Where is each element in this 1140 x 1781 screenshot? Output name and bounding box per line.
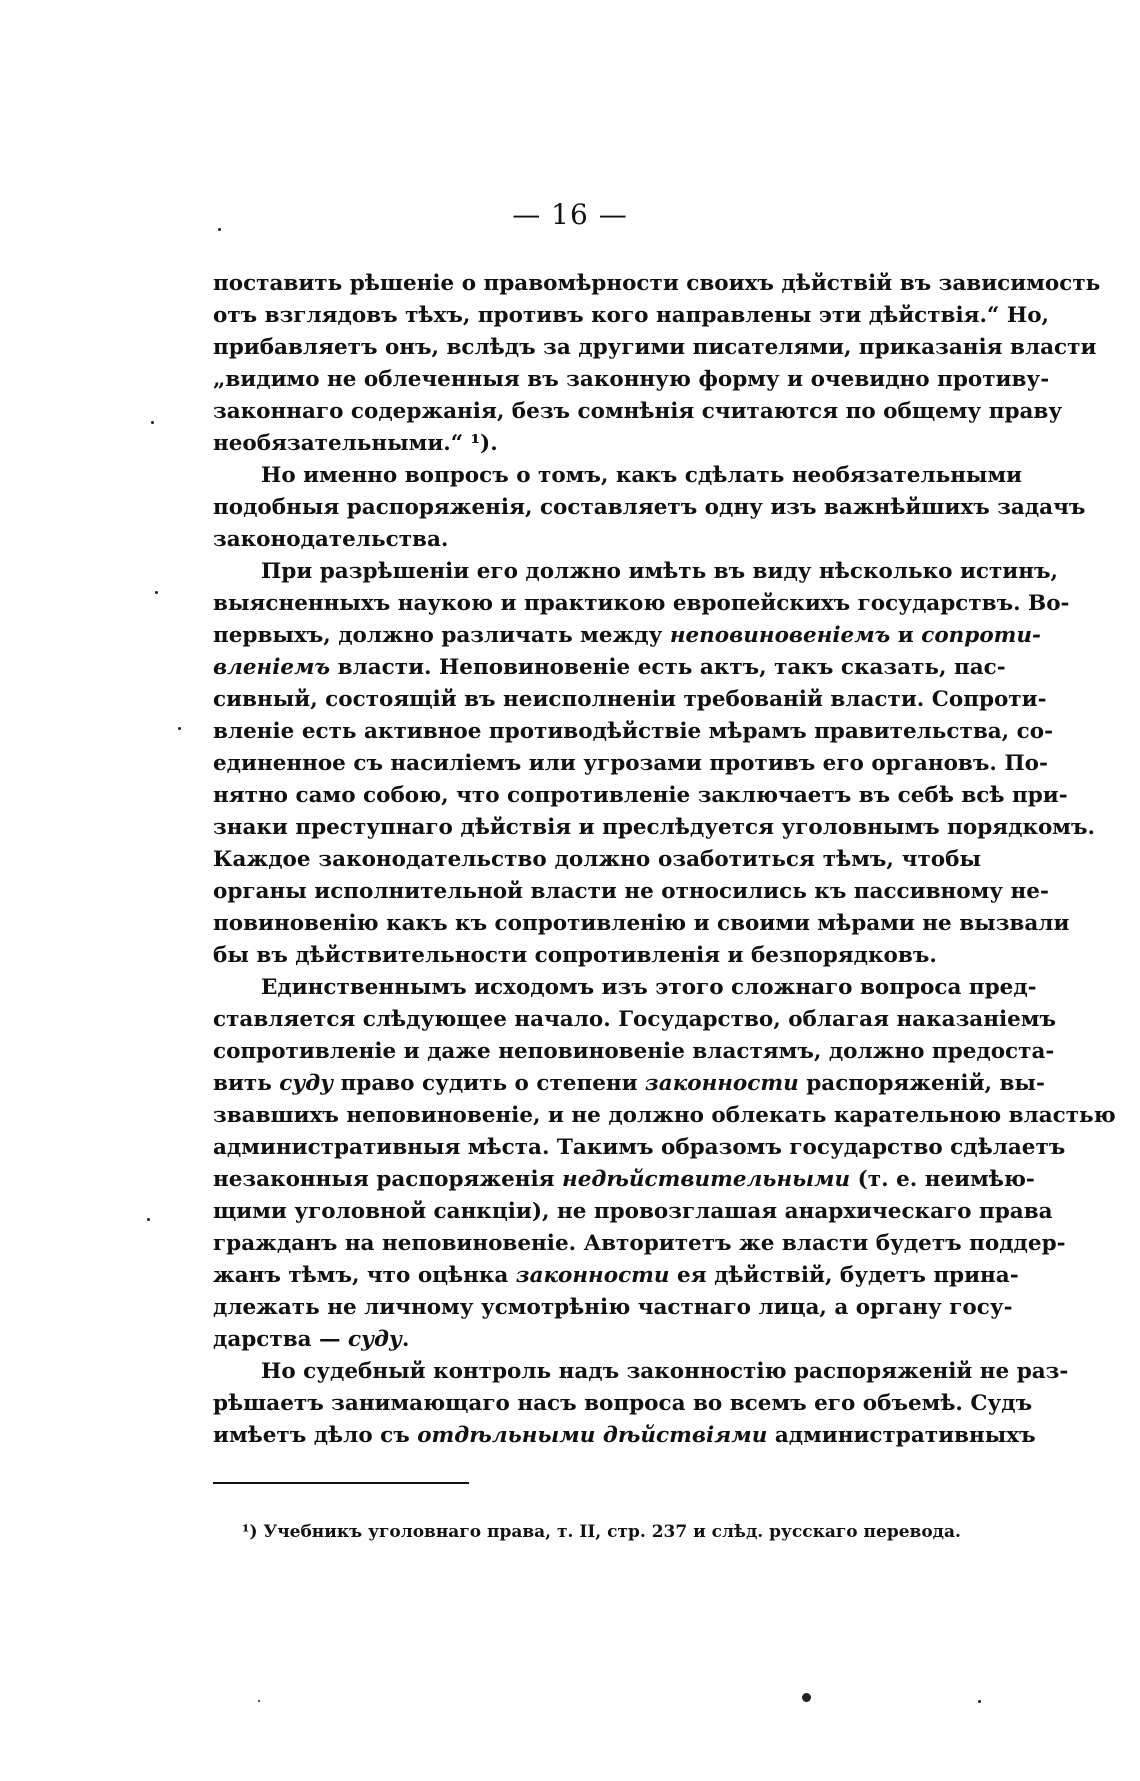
page-number: — 16 — — [512, 198, 628, 231]
paragraph — [213, 1356, 1069, 1452]
text-line: незаконныя распоряженія недѣйствительными (т. е. неимѣю- — [213, 1167, 1035, 1192]
scan-speck — [802, 1693, 811, 1702]
text-line: жанъ тѣмъ, что оцѣнка законности ея дѣйствій, будетъ прина- — [213, 1263, 1019, 1288]
text-line: знаки преступнаго дѣйствія и преслѣдуется уголовнымъ порядкомъ. — [213, 815, 1095, 840]
text-line: необязательными.“ ¹). — [213, 431, 498, 456]
text-line: административныя мѣста. Такимъ образомъ государство сдѣлаетъ — [213, 1135, 1066, 1160]
text-line: щими уголовной санкціи), не провозглашая анархическаго права — [213, 1199, 1053, 1224]
footnote: ¹) Учебникъ уголовнаго права, т. II, стр. 237 и слѣд. русскаго перевода. — [242, 1522, 961, 1542]
body-text — [213, 268, 1116, 1452]
text-line: дарства — суду. — [213, 1327, 410, 1352]
scan-speck — [258, 1700, 260, 1702]
text-line: поставить рѣшеніе о правомѣрности своихъ дѣйствій въ зависимость — [213, 271, 1101, 296]
text-line: сивный, состоящій въ неисполненіи требованій власти. Сопроти- — [213, 687, 1047, 712]
text-line: Но судебный контроль надъ законностію распоряженій не раз- — [261, 1359, 1069, 1384]
text-line: рѣшаетъ занимающаго насъ вопроса во всемъ его объемѣ. Судъ — [213, 1391, 1033, 1416]
text-line: вить суду право судить о степени законности распоряженій, вы- — [213, 1071, 1045, 1096]
paragraph — [213, 972, 1116, 1356]
scan-speck — [178, 727, 181, 730]
text-line: имѣетъ дѣло съ отдѣльными дѣйствіями административныхъ — [213, 1423, 1036, 1448]
text-line: звавшихъ неповиновеніе, и не должно облекать карательною властью — [213, 1103, 1116, 1128]
paragraph — [213, 556, 1095, 972]
text-line: повиновенію какъ къ сопротивленію и своими мѣрами не вызвали — [213, 911, 1070, 936]
text-line: Но именно вопросъ о томъ, какъ сдѣлать необязательными — [261, 463, 1023, 488]
text-line: выясненныхъ наукою и практикою европейскихъ государствъ. Во- — [213, 591, 1070, 616]
text-line: отъ взглядовъ тѣхъ, противъ кого направлены эти дѣйствія.“ Но, — [213, 303, 1050, 328]
text-line: Единственнымъ исходомъ изъ этого сложнаго вопроса пред- — [261, 975, 1037, 1000]
text-line: сопротивленіе и даже неповиновеніе властямъ, должно предоста- — [213, 1039, 1055, 1064]
scan-speck — [147, 1218, 150, 1221]
text-line: Каждое законодательство должно озаботиться тѣмъ, чтобы — [213, 847, 981, 872]
scan-speck — [151, 421, 154, 424]
text-line: законнаго содержанія, безъ сомнѣнія считаются по общему праву — [213, 399, 1063, 424]
text-line: длежать не личному усмотрѣнію частнаго лица, а органу госу- — [213, 1295, 1013, 1320]
scan-speck — [978, 1700, 981, 1703]
paragraph — [213, 268, 1101, 460]
text-line: единенное съ насиліемъ или угрозами противъ его органовъ. По- — [213, 751, 1048, 776]
scan-speck — [155, 591, 158, 594]
text-line: законодательства. — [213, 527, 449, 552]
text-line: первыхъ, должно различать между неповиновеніемъ и сопроти- — [213, 623, 1041, 648]
text-line: „видимо не облеченныя въ законную форму и очевидно противу- — [213, 367, 1050, 392]
text-line: гражданъ на неповиновеніе. Авторитетъ же власти будетъ поддер- — [213, 1231, 1066, 1256]
text-line: органы исполнительной власти не относились къ пассивному не- — [213, 879, 1049, 904]
text-line: нятно само собою, что сопротивленіе заключаетъ въ себѣ всѣ при- — [213, 783, 1068, 808]
text-line: подобныя распоряженія, составляетъ одну изъ важнѣйшихъ задачъ — [213, 495, 1086, 520]
text-line: При разрѣшеніи его должно имѣть въ виду нѣсколько истинъ, — [261, 559, 1058, 584]
text-line: вленіемъ власти. Неповиновеніе есть актъ, такъ сказать, пас- — [213, 655, 1006, 680]
text-line: вленіе есть активное противодѣйствіе мѣрамъ правительства, со- — [213, 719, 1054, 744]
text-line: прибавляетъ онъ, вслѣдъ за другими писателями, приказанія власти — [213, 335, 1097, 360]
text-line: бы въ дѣйствительности сопротивленія и безпорядковъ. — [213, 943, 937, 968]
paragraph — [213, 460, 1086, 556]
scan-speck — [218, 228, 221, 231]
text-line: ставляется слѣдующее начало. Государство, облагая наказаніемъ — [213, 1007, 1056, 1032]
footnote-divider — [213, 1482, 469, 1484]
